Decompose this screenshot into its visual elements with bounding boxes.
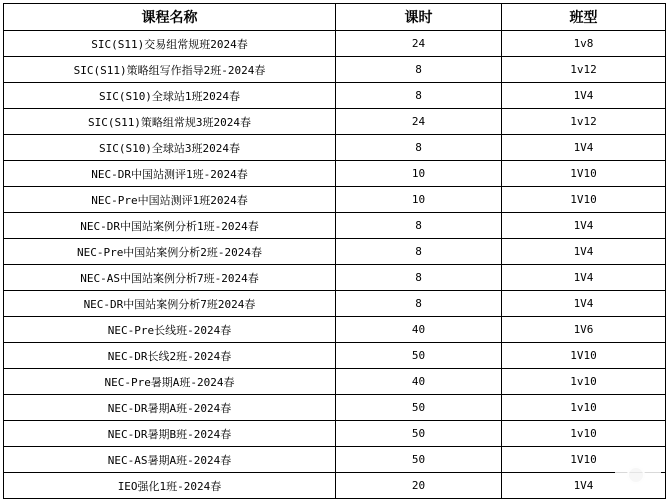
cell-hours[interactable]: 50: [336, 421, 502, 447]
cell-hours[interactable]: 40: [336, 317, 502, 343]
cell-class-type[interactable]: 1V6: [502, 317, 666, 343]
cell-course-name[interactable]: NEC-DR暑期A班-2024春: [4, 395, 336, 421]
table-row: [4, 447, 666, 473]
cell-course-name[interactable]: NEC-DR中国站案例分析7班2024春: [4, 291, 336, 317]
cell-course-name[interactable]: NEC-DR长线2班-2024春: [4, 343, 336, 369]
cell-class-type[interactable]: 1v12: [502, 57, 666, 83]
table-row: [4, 317, 666, 343]
header-hours[interactable]: 课时: [336, 4, 502, 31]
cell-class-type[interactable]: 1V10: [502, 343, 666, 369]
cell-course-name[interactable]: SIC(S10)全球站1班2024春: [4, 83, 336, 109]
cell-hours[interactable]: 50: [336, 343, 502, 369]
cell-course-name[interactable]: NEC-DR中国站案例分析1班-2024春: [4, 213, 336, 239]
header-course-name[interactable]: 课程名称: [4, 4, 336, 31]
table-row: [4, 239, 666, 265]
watermark-overlay: [615, 461, 661, 487]
cell-course-name[interactable]: NEC-AS暑期A班-2024春: [4, 447, 336, 473]
cell-hours[interactable]: 40: [336, 369, 502, 395]
cell-hours[interactable]: 10: [336, 187, 502, 213]
table-row: [4, 135, 666, 161]
table-row: [4, 265, 666, 291]
cell-class-type[interactable]: 1V4: [502, 83, 666, 109]
table-row: [4, 187, 666, 213]
cell-course-name[interactable]: SIC(S11)策略组写作指导2班-2024春: [4, 57, 336, 83]
cell-class-type[interactable]: 1v10: [502, 421, 666, 447]
cell-hours[interactable]: 8: [336, 265, 502, 291]
cell-class-type[interactable]: 1V4: [502, 239, 666, 265]
cell-class-type[interactable]: 1V4: [502, 135, 666, 161]
course-table: [3, 3, 666, 499]
cell-course-name[interactable]: NEC-Pre中国站测评1班2024春: [4, 187, 336, 213]
cell-hours[interactable]: 10: [336, 161, 502, 187]
table-row: [4, 213, 666, 239]
cell-course-name[interactable]: SIC(S10)全球站3班2024春: [4, 135, 336, 161]
table-row: [4, 109, 666, 135]
table-header: [4, 4, 666, 31]
cell-course-name[interactable]: IEO强化1班-2024春: [4, 473, 336, 499]
cell-class-type[interactable]: 1V10: [502, 161, 666, 187]
cell-hours[interactable]: 24: [336, 31, 502, 57]
table-row: [4, 343, 666, 369]
cell-course-name[interactable]: NEC-Pre暑期A班-2024春: [4, 369, 336, 395]
cell-course-name[interactable]: NEC-Pre中国站案例分析2班-2024春: [4, 239, 336, 265]
watermark-icon: [627, 466, 645, 484]
cell-hours[interactable]: 20: [336, 473, 502, 499]
table-row: [4, 473, 666, 499]
cell-class-type[interactable]: 1V4: [502, 291, 666, 317]
cell-hours[interactable]: 8: [336, 291, 502, 317]
cell-class-type[interactable]: 1V4: [502, 213, 666, 239]
cell-course-name[interactable]: SIC(S11)策略组常规3班2024春: [4, 109, 336, 135]
cell-hours[interactable]: 8: [336, 83, 502, 109]
table-row: [4, 57, 666, 83]
cell-hours[interactable]: 8: [336, 213, 502, 239]
cell-class-type[interactable]: 1V10: [502, 187, 666, 213]
cell-hours[interactable]: 8: [336, 239, 502, 265]
table-body: [4, 31, 666, 499]
cell-hours[interactable]: 50: [336, 447, 502, 473]
cell-hours[interactable]: 24: [336, 109, 502, 135]
cell-class-type[interactable]: 1v10: [502, 369, 666, 395]
cell-course-name[interactable]: SIC(S11)交易组常规班2024春: [4, 31, 336, 57]
header-class-type[interactable]: 班型: [502, 4, 666, 31]
table-row: [4, 369, 666, 395]
table-row: [4, 161, 666, 187]
cell-class-type[interactable]: 1V4: [502, 265, 666, 291]
cell-class-type[interactable]: 1v8: [502, 31, 666, 57]
cell-hours[interactable]: 50: [336, 395, 502, 421]
cell-hours[interactable]: 8: [336, 57, 502, 83]
table-row: [4, 421, 666, 447]
cell-course-name[interactable]: NEC-DR中国站测评1班-2024春: [4, 161, 336, 187]
cell-class-type[interactable]: 1V10: [502, 447, 666, 473]
cell-hours[interactable]: 8: [336, 135, 502, 161]
header-row: [4, 4, 666, 31]
cell-class-type[interactable]: 1V4: [502, 473, 666, 499]
cell-class-type[interactable]: 1v12: [502, 109, 666, 135]
cell-course-name[interactable]: NEC-AS中国站案例分析7班-2024春: [4, 265, 336, 291]
cell-course-name[interactable]: NEC-Pre长线班-2024春: [4, 317, 336, 343]
cell-course-name[interactable]: NEC-DR暑期B班-2024春: [4, 421, 336, 447]
table-row: [4, 83, 666, 109]
cell-class-type[interactable]: 1v10: [502, 395, 666, 421]
table-row: [4, 395, 666, 421]
table-row: [4, 31, 666, 57]
table-row: [4, 291, 666, 317]
